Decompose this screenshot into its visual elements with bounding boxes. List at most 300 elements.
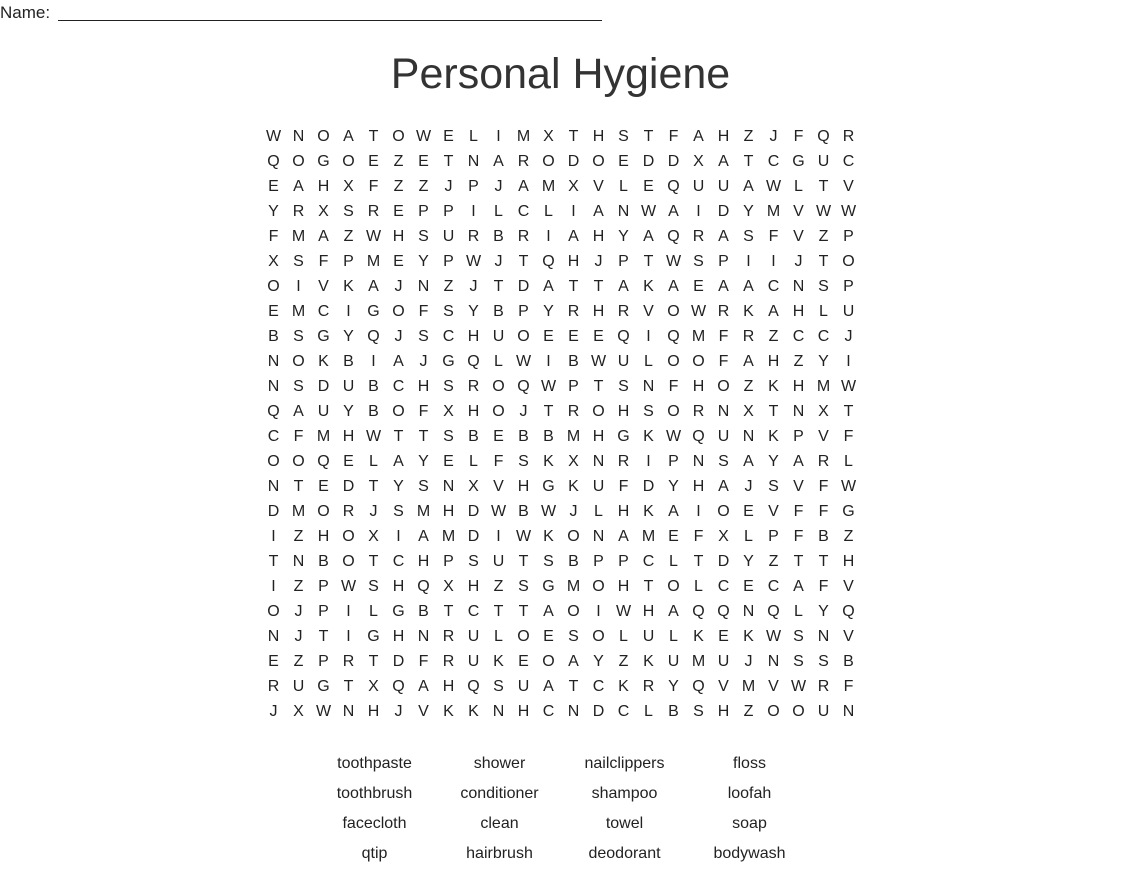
grid-letter: K: [318, 353, 329, 370]
grid-letter: Z: [293, 653, 304, 670]
grid-letter: Y: [818, 603, 829, 620]
grid-letter: R: [742, 328, 755, 345]
grid-letter: W: [640, 203, 657, 220]
grid-letter: O: [517, 628, 530, 645]
grid-letter: I: [346, 628, 351, 645]
grid-letter: N: [442, 478, 455, 495]
grid-letter: L: [844, 453, 853, 470]
grid-letter: K: [643, 503, 654, 520]
grid-letter: Q: [767, 603, 780, 620]
grid-letter: D: [467, 528, 480, 545]
grid-letter: W: [765, 178, 782, 195]
grid-letter: R: [842, 128, 855, 145]
grid-letter: I: [646, 453, 651, 470]
grid-letter: F: [493, 453, 504, 470]
grid-letter: S: [743, 228, 754, 245]
grid-letter: L: [469, 453, 478, 470]
grid-row: [261, 474, 861, 499]
grid-letter: O: [292, 353, 305, 370]
grid-letter: F: [843, 428, 854, 445]
grid-letter: J: [744, 478, 753, 495]
grid-row: [261, 574, 861, 599]
grid-letter: B: [518, 503, 529, 520]
grid-letter: S: [518, 453, 529, 470]
grid-letter: B: [268, 328, 279, 345]
grid-letter: G: [392, 603, 405, 620]
grid-letter: J: [394, 703, 403, 720]
grid-letter: O: [492, 403, 505, 420]
grid-letter: M: [366, 253, 381, 270]
grid-letter: P: [793, 428, 804, 445]
grid-letter: U: [692, 178, 705, 195]
grid-letter: B: [318, 553, 329, 570]
grid-letter: L: [369, 603, 378, 620]
grid-letter: Q: [667, 328, 680, 345]
grid-letter: Q: [267, 403, 280, 420]
grid-letter: E: [343, 453, 354, 470]
grid-letter: K: [768, 378, 779, 395]
grid-letter: S: [618, 128, 629, 145]
grid-letter: H: [317, 178, 330, 195]
grid-letter: N: [492, 703, 505, 720]
grid-letter: X: [268, 253, 279, 270]
grid-letter: S: [793, 628, 804, 645]
grid-letter: X: [568, 178, 579, 195]
grid-letter: H: [467, 403, 480, 420]
grid-letter: P: [668, 453, 679, 470]
grid-letter: Y: [768, 453, 779, 470]
grid-letter: R: [442, 653, 455, 670]
grid-letter: U: [442, 228, 455, 245]
grid-letter: H: [692, 478, 705, 495]
grid-letter: A: [668, 278, 679, 295]
grid-letter: T: [818, 253, 829, 270]
grid-letter: W: [265, 128, 282, 145]
grid-letter: A: [543, 278, 554, 295]
grid-row: [261, 449, 861, 474]
grid-letter: L: [819, 303, 828, 320]
grid-letter: F: [718, 353, 729, 370]
grid-letter: P: [443, 553, 454, 570]
grid-letter: C: [267, 428, 280, 445]
grid-letter: P: [618, 553, 629, 570]
grid-letter: O: [667, 578, 680, 595]
grid-letter: U: [667, 653, 680, 670]
grid-letter: Y: [618, 228, 629, 245]
grid-letter: H: [442, 678, 455, 695]
grid-letter: C: [392, 553, 405, 570]
grid-letter: R: [367, 203, 380, 220]
grid-letter: M: [291, 503, 306, 520]
grid-letter: E: [618, 153, 629, 170]
grid-letter: U: [467, 653, 480, 670]
grid-row: [261, 499, 861, 524]
grid-letter: Q: [467, 678, 480, 695]
grid-letter: S: [493, 678, 504, 695]
grid-letter: K: [743, 303, 754, 320]
grid-letter: J: [294, 628, 303, 645]
grid-letter: O: [717, 503, 730, 520]
grid-letter: A: [718, 153, 729, 170]
page-title: Personal Hygiene: [390, 50, 731, 98]
grid-letter: R: [642, 678, 655, 695]
grid-letter: A: [618, 528, 629, 545]
grid-letter: M: [766, 203, 781, 220]
grid-letter: B: [343, 353, 354, 370]
grid-letter: V: [843, 578, 854, 595]
grid-letter: T: [368, 653, 379, 670]
grid-letter: K: [643, 278, 654, 295]
grid-letter: R: [442, 628, 455, 645]
grid-row: [261, 624, 861, 649]
grid-letter: E: [268, 653, 279, 670]
grid-letter: L: [619, 628, 628, 645]
grid-letter: I: [371, 353, 376, 370]
grid-letter: C: [392, 378, 405, 395]
grid-letter: P: [618, 253, 629, 270]
grid-letter: K: [743, 628, 754, 645]
grid-letter: O: [767, 703, 780, 720]
grid-row: [261, 399, 861, 424]
word-bank-item: nailclippers: [584, 755, 665, 772]
grid-letter: O: [717, 378, 730, 395]
grid-letter: Y: [743, 553, 754, 570]
grid-letter: W: [465, 253, 482, 270]
grid-letter: I: [496, 528, 501, 545]
grid-letter: A: [743, 353, 754, 370]
grid-letter: O: [542, 153, 555, 170]
name-label: Name:: [0, 3, 51, 22]
grid-letter: E: [418, 153, 429, 170]
grid-letter: H: [442, 503, 455, 520]
grid-letter: J: [419, 353, 428, 370]
grid-letter: E: [393, 203, 404, 220]
grid-letter: O: [542, 653, 555, 670]
grid-letter: S: [418, 478, 429, 495]
grid-letter: J: [594, 253, 603, 270]
grid-letter: U: [817, 703, 830, 720]
grid-letter: I: [271, 578, 276, 595]
grid-letter: C: [542, 703, 555, 720]
grid-letter: D: [642, 153, 655, 170]
grid-row: [261, 374, 861, 399]
grid-letter: O: [792, 703, 805, 720]
grid-letter: E: [493, 428, 504, 445]
grid-letter: K: [618, 678, 629, 695]
grid-letter: S: [818, 653, 829, 670]
grid-letter: I: [271, 528, 276, 545]
grid-letter: N: [567, 703, 580, 720]
grid-letter: N: [817, 628, 830, 645]
grid-letter: F: [368, 178, 379, 195]
grid-letter: I: [746, 253, 751, 270]
grid-letter: K: [343, 278, 354, 295]
grid-letter: B: [568, 353, 579, 370]
grid-letter: S: [768, 478, 779, 495]
grid-letter: M: [291, 303, 306, 320]
grid-row: [261, 549, 861, 574]
grid-letter: U: [717, 653, 730, 670]
grid-letter: I: [696, 203, 701, 220]
grid-letter: Z: [293, 528, 304, 545]
grid-letter: D: [592, 703, 605, 720]
grid-letter: O: [342, 528, 355, 545]
grid-letter: D: [392, 653, 405, 670]
grid-letter: P: [443, 253, 454, 270]
grid-letter: N: [592, 528, 605, 545]
grid-letter: N: [792, 278, 805, 295]
word-bank-row: [312, 749, 812, 779]
grid-letter: U: [317, 403, 330, 420]
word-bank-row: [312, 839, 812, 869]
grid-letter: C: [717, 578, 730, 595]
grid-letter: H: [642, 603, 655, 620]
grid-letter: D: [642, 478, 655, 495]
grid-letter: A: [743, 178, 754, 195]
grid-letter: H: [392, 628, 405, 645]
grid-letter: D: [717, 553, 730, 570]
grid-letter: V: [768, 503, 779, 520]
grid-letter: Z: [443, 278, 454, 295]
grid-letter: U: [492, 553, 505, 570]
grid-letter: N: [842, 703, 855, 720]
grid-letter: B: [493, 228, 504, 245]
grid-letter: U: [842, 303, 855, 320]
grid-letter: P: [318, 578, 329, 595]
grid-letter: M: [641, 528, 656, 545]
grid-letter: D: [667, 153, 680, 170]
grid-letter: H: [692, 378, 705, 395]
grid-row: [261, 274, 861, 299]
grid-letter: L: [494, 353, 503, 370]
grid-letter: B: [668, 703, 679, 720]
grid-letter: S: [343, 203, 354, 220]
grid-letter: J: [744, 653, 753, 670]
grid-letter: L: [644, 703, 653, 720]
grid-letter: S: [293, 378, 304, 395]
grid-letter: T: [368, 128, 379, 145]
grid-letter: X: [443, 578, 454, 595]
grid-letter: I: [546, 228, 551, 245]
grid-letter: S: [368, 578, 379, 595]
grid-letter: L: [619, 178, 628, 195]
grid-letter: I: [346, 303, 351, 320]
grid-letter: M: [291, 228, 306, 245]
grid-letter: U: [492, 328, 505, 345]
grid-letter: S: [518, 578, 529, 595]
grid-letter: F: [693, 528, 704, 545]
grid-letter: N: [467, 153, 480, 170]
grid-letter: K: [543, 528, 554, 545]
grid-letter: W: [815, 203, 832, 220]
grid-letter: F: [668, 128, 679, 145]
grid-letter: Z: [793, 353, 804, 370]
grid-letter: T: [518, 253, 529, 270]
grid-letter: J: [494, 178, 503, 195]
word-bank-item: shower: [473, 755, 526, 772]
grid-letter: T: [643, 578, 654, 595]
grid-letter: C: [767, 578, 780, 595]
grid-row: [261, 124, 861, 149]
grid-letter: Z: [818, 228, 829, 245]
grid-letter: A: [418, 528, 429, 545]
grid-letter: Z: [293, 578, 304, 595]
grid-letter: E: [318, 478, 329, 495]
grid-letter: H: [567, 253, 580, 270]
grid-letter: F: [793, 503, 804, 520]
grid-letter: T: [518, 603, 529, 620]
grid-letter: F: [818, 503, 829, 520]
grid-letter: E: [368, 153, 379, 170]
grid-letter: P: [718, 253, 729, 270]
grid-letter: W: [665, 428, 682, 445]
grid-letter: H: [367, 703, 380, 720]
grid-letter: U: [517, 678, 530, 695]
grid-letter: Q: [842, 603, 855, 620]
grid-row: [261, 674, 861, 699]
grid-letter: F: [818, 478, 829, 495]
grid-letter: B: [568, 553, 579, 570]
grid-letter: P: [593, 553, 604, 570]
grid-letter: B: [493, 303, 504, 320]
grid-letter: A: [793, 453, 804, 470]
grid-letter: Y: [593, 653, 604, 670]
grid-letter: B: [368, 403, 379, 420]
grid-letter: T: [818, 178, 829, 195]
grid-letter: N: [617, 203, 630, 220]
grid-letter: J: [519, 403, 528, 420]
grid-letter: P: [443, 203, 454, 220]
grid-letter: E: [268, 303, 279, 320]
grid-letter: W: [840, 203, 857, 220]
grid-letter: O: [392, 403, 405, 420]
grid-row: [261, 324, 861, 349]
grid-letter: Z: [768, 328, 779, 345]
word-bank-item: floss: [733, 755, 766, 772]
grid-letter: U: [817, 153, 830, 170]
grid-letter: N: [642, 378, 655, 395]
grid-letter: H: [392, 578, 405, 595]
grid-letter: O: [592, 628, 605, 645]
grid-letter: A: [618, 278, 629, 295]
grid-letter: P: [418, 203, 429, 220]
grid-letter: K: [643, 428, 654, 445]
grid-letter: A: [668, 603, 679, 620]
grid-letter: F: [418, 303, 429, 320]
grid-letter: Y: [418, 253, 429, 270]
grid-letter: A: [318, 228, 329, 245]
grid-letter: X: [818, 403, 829, 420]
grid-letter: R: [342, 503, 355, 520]
grid-letter: H: [792, 303, 805, 320]
grid-letter: O: [267, 603, 280, 620]
grid-letter: E: [568, 328, 579, 345]
grid-row: [261, 199, 861, 224]
grid-letter: O: [392, 303, 405, 320]
grid-letter: A: [518, 178, 529, 195]
grid-letter: T: [343, 678, 354, 695]
grid-row: [261, 524, 861, 549]
grid-letter: O: [692, 353, 705, 370]
grid-letter: O: [292, 153, 305, 170]
grid-letter: G: [367, 303, 380, 320]
grid-letter: A: [293, 178, 304, 195]
grid-letter: L: [744, 528, 753, 545]
grid-letter: E: [593, 328, 604, 345]
grid-letter: G: [792, 153, 805, 170]
grid-letter: I: [846, 353, 851, 370]
grid-row: [261, 349, 861, 374]
grid-row: [261, 149, 861, 174]
word-bank-item: facecloth: [342, 815, 407, 832]
grid-letter: Y: [343, 403, 354, 420]
word-bank-item: loofah: [727, 785, 772, 802]
grid-letter: S: [293, 253, 304, 270]
grid-letter: T: [593, 278, 604, 295]
grid-letter: H: [592, 228, 605, 245]
grid-letter: I: [546, 353, 551, 370]
grid-letter: V: [493, 478, 504, 495]
grid-letter: C: [517, 203, 530, 220]
grid-letter: A: [743, 278, 754, 295]
grid-letter: T: [443, 603, 454, 620]
grid-letter: I: [296, 278, 301, 295]
grid-letter: W: [315, 703, 332, 720]
grid-letter: E: [518, 653, 529, 670]
grid-letter: Y: [268, 203, 279, 220]
grid-letter: W: [490, 503, 507, 520]
grid-letter: S: [693, 253, 704, 270]
grid-letter: A: [693, 128, 704, 145]
grid-letter: T: [518, 553, 529, 570]
grid-letter: F: [718, 328, 729, 345]
grid-letter: O: [667, 403, 680, 420]
grid-letter: K: [443, 703, 454, 720]
grid-letter: E: [693, 278, 704, 295]
grid-letter: V: [818, 428, 829, 445]
grid-letter: A: [718, 228, 729, 245]
grid-letter: N: [267, 378, 280, 395]
grid-letter: S: [443, 428, 454, 445]
grid-letter: R: [617, 453, 630, 470]
grid-letter: U: [642, 628, 655, 645]
grid-letter: K: [693, 628, 704, 645]
grid-letter: A: [718, 478, 729, 495]
grid-letter: M: [316, 428, 331, 445]
grid-row: [261, 699, 861, 724]
grid-letter: U: [717, 178, 730, 195]
grid-letter: I: [571, 203, 576, 220]
grid-letter: L: [494, 203, 503, 220]
grid-letter: G: [317, 153, 330, 170]
grid-letter: A: [393, 453, 404, 470]
grid-letter: H: [617, 578, 630, 595]
grid-letter: W: [540, 378, 557, 395]
grid-letter: Y: [418, 453, 429, 470]
grid-letter: H: [842, 553, 855, 570]
grid-letter: O: [317, 503, 330, 520]
grid-letter: Y: [668, 478, 679, 495]
grid-letter: T: [818, 553, 829, 570]
grid-letter: P: [318, 603, 329, 620]
word-bank-item: toothpaste: [337, 755, 412, 772]
grid-letter: S: [293, 328, 304, 345]
grid-letter: O: [492, 378, 505, 395]
grid-letter: E: [393, 253, 404, 270]
grid-letter: Y: [468, 303, 479, 320]
grid-letter: J: [444, 178, 453, 195]
grid-letter: S: [543, 553, 554, 570]
